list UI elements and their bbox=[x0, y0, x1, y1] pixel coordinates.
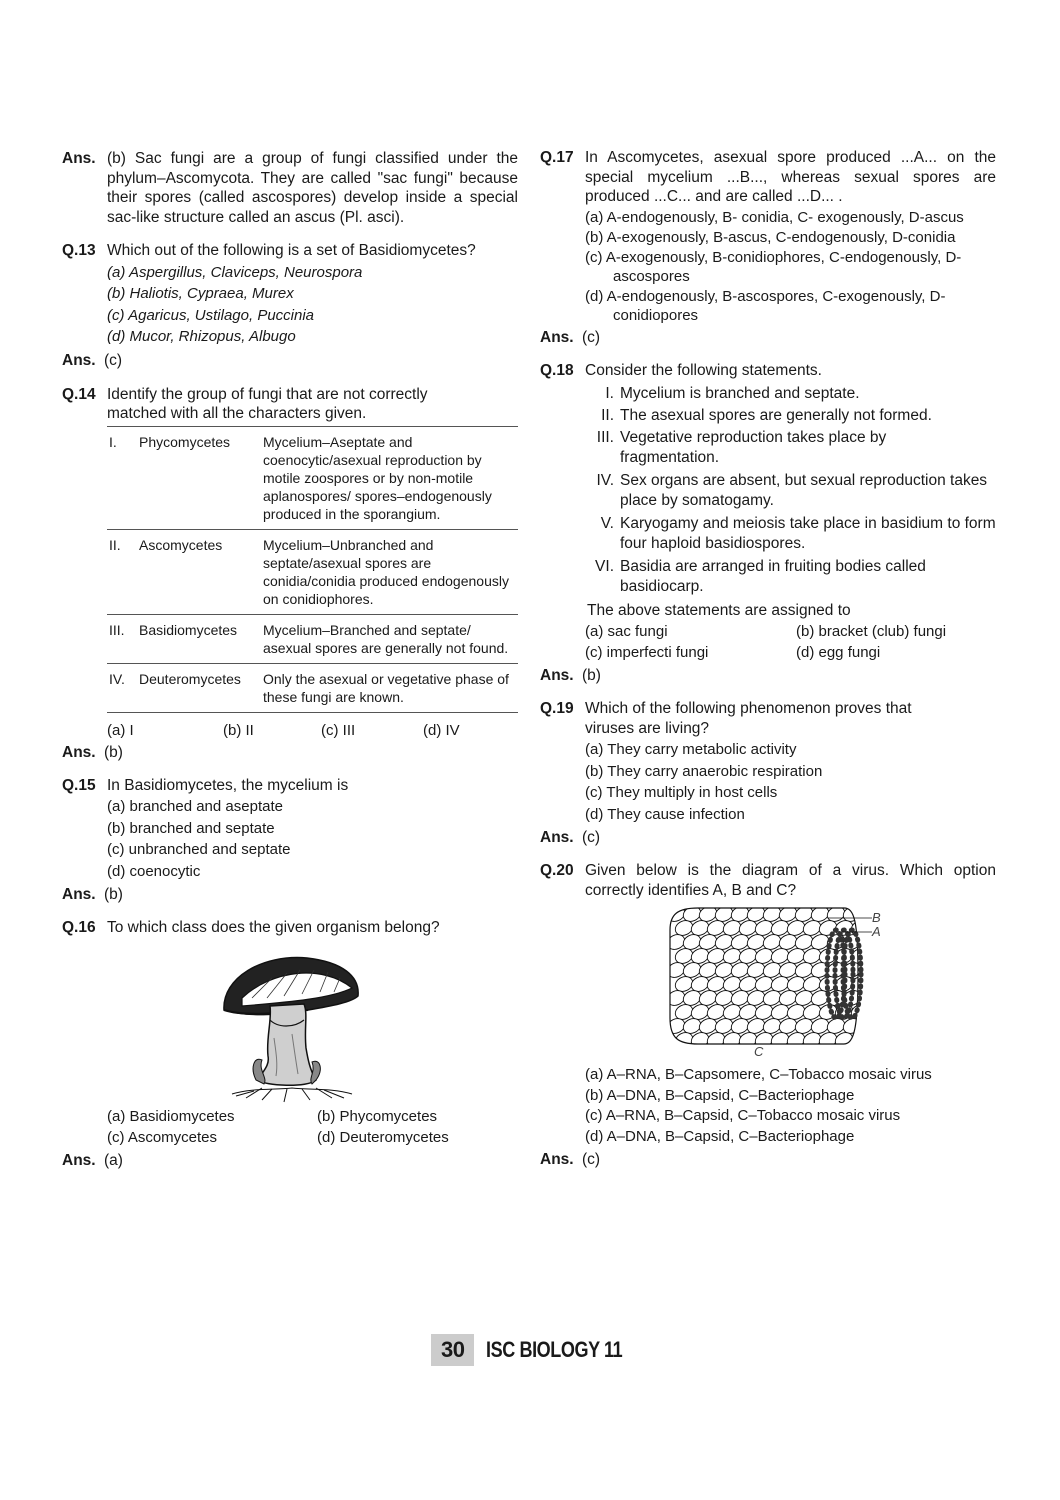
answer-label: Ans. bbox=[62, 351, 96, 369]
statement-number: V. bbox=[600, 515, 614, 532]
statement-number: II. bbox=[601, 406, 614, 424]
options-list bbox=[107, 262, 518, 348]
right-column bbox=[540, 148, 996, 1170]
label-c: C bbox=[754, 1044, 764, 1059]
options-list bbox=[585, 1065, 996, 1147]
statement bbox=[585, 557, 996, 597]
statement-text: Mycelium is branched and septate. bbox=[620, 385, 860, 402]
answer-value: (c) bbox=[582, 1151, 601, 1168]
statement-number: III. bbox=[596, 429, 614, 446]
book-title: ISC BIOLOGY 11 bbox=[486, 1337, 623, 1362]
option-a: (a) branched and aseptate bbox=[107, 798, 283, 815]
statement-text: The asexual spores are generally not formed. bbox=[620, 406, 932, 424]
statement bbox=[585, 383, 996, 405]
question-number: Q.16 bbox=[62, 919, 96, 936]
answer-text: (b) Sac fungi are a group of fungi classified under the phylum–Ascomycota. They are called "sac fungi" because their spores (called ascospores) develop inside a special sac-like structure called an ascus (Pl. asci). bbox=[107, 150, 518, 226]
answer-value: (c) bbox=[104, 351, 123, 369]
answer-q17 bbox=[540, 328, 996, 348]
question-18 bbox=[540, 361, 996, 687]
option-b: (b) A–DNA, B–Capsid, C–Bacteriophage bbox=[585, 1086, 855, 1104]
statement-number: I. bbox=[605, 385, 614, 402]
row-number: II. bbox=[109, 536, 121, 553]
statement-text: Karyogamy and meiosis take place in basidium to form four haploid basidiospores. bbox=[620, 515, 996, 552]
question-text: To which class does the given organism belong? bbox=[107, 919, 440, 936]
option-d: (d) IV bbox=[423, 721, 460, 739]
answer-q15 bbox=[62, 885, 518, 905]
question-number: Q.15 bbox=[62, 776, 96, 794]
question-number: Q.20 bbox=[540, 862, 574, 879]
row-number: III. bbox=[109, 621, 125, 638]
option-a: (a) I bbox=[107, 721, 134, 739]
option-b: (b) bracket (club) fungi bbox=[796, 623, 947, 640]
match-table bbox=[107, 426, 518, 713]
row-description: Mycelium–Unbranched and septate/asexual spores are conidia/conidia produced endogenously on conidiophores. bbox=[263, 536, 509, 607]
option-d: (d) egg fungi bbox=[796, 644, 881, 661]
option-a: (a) Basidiomycetes bbox=[107, 1107, 235, 1125]
answer-q19 bbox=[540, 828, 996, 848]
answer-q13 bbox=[62, 351, 518, 371]
label-b: B bbox=[872, 910, 881, 925]
options-list bbox=[585, 208, 996, 325]
question-number: Q.18 bbox=[540, 361, 574, 379]
answer-label: Ans. bbox=[540, 328, 574, 346]
answer-value: (c) bbox=[582, 829, 601, 846]
table-row bbox=[107, 426, 518, 529]
row-description: Mycelium–Aseptate and coenocytic/asexual reproduction by motile zoospores or by non-motile aplanospores/ spores–endogenously produced in the sporangium. bbox=[263, 433, 492, 522]
option-d: (d) They cause infection bbox=[585, 805, 745, 823]
options-list bbox=[585, 739, 996, 825]
question-text: Which of the following phenomenon proves that viruses are living? bbox=[585, 700, 912, 737]
row-description: Only the asexual or vegetative phase of these fungi are known. bbox=[263, 670, 509, 705]
question-number: Q.14 bbox=[62, 385, 96, 403]
option-a: (a) They carry metabolic activity bbox=[585, 741, 797, 758]
virus-diagram bbox=[658, 906, 888, 1061]
table-row bbox=[107, 614, 518, 663]
option-b: (b) A-exogenously, B-ascus, C-endogenously, D-conidia bbox=[585, 228, 956, 246]
option-c: (c) A-exogenously, B-conidiophores, C-endogenously, D-ascospores bbox=[585, 248, 962, 285]
row-name: Deuteromycetes bbox=[139, 670, 241, 687]
option-c: (c) imperfecti fungi bbox=[585, 644, 709, 661]
question-text: In Basidiomycetes, the mycelium is bbox=[107, 776, 349, 794]
answer-value: (b) bbox=[104, 886, 123, 903]
answer-label: Ans. bbox=[62, 886, 96, 903]
statement-text: Vegetative reproduction takes place by fragmentation. bbox=[620, 429, 887, 466]
page-footer bbox=[431, 1334, 653, 1366]
option-a: (a) sac fungi bbox=[585, 623, 668, 640]
question-17 bbox=[540, 148, 996, 348]
option-d: (d) coenocytic bbox=[107, 862, 201, 880]
statement-text: Sex organs are absent, but sexual reproduction takes place by somatogamy. bbox=[620, 472, 988, 509]
row-description: Mycelium–Branched and septate/ asexual spores are generally not found. bbox=[263, 621, 509, 656]
question-16 bbox=[62, 918, 518, 1171]
page-number: 30 bbox=[431, 1334, 474, 1366]
tmv-drawing bbox=[658, 906, 888, 1061]
answer-label: Ans. bbox=[62, 150, 96, 167]
options-grid bbox=[585, 621, 996, 663]
table-row bbox=[107, 529, 518, 614]
question-15 bbox=[62, 776, 518, 906]
answer-label: Ans. bbox=[62, 1151, 96, 1169]
answer-q18 bbox=[540, 666, 996, 686]
options-list bbox=[107, 796, 518, 882]
label-a: A bbox=[872, 924, 881, 939]
question-text: Which out of the following is a set of Basidiomycetes? bbox=[107, 242, 476, 259]
option-d: (d) A-endogenously, B-ascospores, C-exogenously, D-conidiopores bbox=[585, 287, 946, 324]
statement bbox=[585, 405, 996, 427]
row-number: I. bbox=[109, 433, 117, 450]
question-number: Q.19 bbox=[540, 700, 574, 717]
option-d: (d) A–DNA, B–Capsid, C–Bacteriophage bbox=[585, 1127, 855, 1145]
question-number: Q.13 bbox=[62, 242, 96, 259]
answer-value: (a) bbox=[104, 1151, 123, 1169]
statement bbox=[585, 428, 996, 468]
question-13 bbox=[62, 241, 518, 371]
row-name: Ascomycetes bbox=[139, 536, 223, 553]
answer-value: (b) bbox=[582, 667, 601, 684]
question-text: In Ascomycetes, asexual spore produced ...A... on the special mycelium ...B..., whereas sexual spores are produced ...C... and are called ...D... . bbox=[585, 149, 996, 205]
option-b: (b) They carry anaerobic respiration bbox=[585, 762, 823, 780]
answer-label: Ans. bbox=[62, 743, 96, 761]
answer-q14 bbox=[62, 743, 518, 763]
mushroom-illustration bbox=[212, 948, 372, 1108]
answer-q16 bbox=[62, 1151, 518, 1171]
option-c: (c) A–RNA, B–Capsid, C–Tobacco mosaic virus bbox=[585, 1107, 901, 1124]
option-b: (b) branched and septate bbox=[107, 819, 275, 837]
row-number: IV. bbox=[109, 670, 125, 687]
option-c: (c) Ascomycetes bbox=[107, 1128, 218, 1146]
statement bbox=[585, 471, 996, 511]
option-a: (a) A-endogenously, B- conidia, C- exogenously, D-ascus bbox=[585, 208, 964, 226]
row-name: Phycomycetes bbox=[139, 433, 231, 450]
option-d: (d) Deuteromycetes bbox=[317, 1128, 449, 1146]
option-d: (d) Mucor, Rhizopus, Albugo bbox=[107, 328, 296, 345]
statement bbox=[585, 514, 996, 554]
options-grid bbox=[107, 1106, 518, 1148]
question-text: Identify the group of fungi that are not correctly matched with all the characters given. bbox=[107, 385, 428, 422]
option-b: (b) Haliotis, Cypraea, Murex bbox=[107, 285, 294, 302]
question-text: Consider the following statements. bbox=[585, 361, 822, 379]
question-19 bbox=[540, 699, 996, 848]
table-row bbox=[107, 663, 518, 712]
row-name: Basidiomycetes bbox=[139, 621, 238, 638]
option-a: (a) Aspergillus, Claviceps, Neurospora bbox=[107, 263, 363, 281]
answer-q20 bbox=[540, 1150, 996, 1170]
assigned-text: The above statements are assigned to bbox=[587, 602, 851, 619]
answer-q12 bbox=[62, 149, 518, 227]
options-row bbox=[107, 721, 518, 741]
question-text: Given below is the diagram of a virus. Which option correctly identifies A, B and C? bbox=[585, 862, 996, 899]
question-14 bbox=[62, 385, 518, 763]
option-c: (c) III bbox=[321, 721, 356, 739]
question-number: Q.17 bbox=[540, 149, 574, 166]
option-b: (b) Phycomycetes bbox=[317, 1107, 438, 1125]
answer-value: (c) bbox=[582, 328, 601, 346]
statement-number: IV. bbox=[596, 472, 614, 489]
question-20 bbox=[540, 861, 996, 1170]
option-c: (c) unbranched and septate bbox=[107, 841, 291, 858]
option-c: (c) Agaricus, Ustilago, Puccinia bbox=[107, 306, 315, 324]
left-column bbox=[62, 146, 518, 1171]
answer-label: Ans. bbox=[540, 1151, 574, 1168]
statement-number: VI. bbox=[595, 558, 614, 575]
statement-text: Basidia are arranged in fruiting bodies called basidiocarp. bbox=[620, 558, 926, 595]
answer-label: Ans. bbox=[540, 667, 574, 684]
option-c: (c) They multiply in host cells bbox=[585, 784, 778, 801]
answer-label: Ans. bbox=[540, 829, 574, 846]
option-b: (b) II bbox=[223, 721, 254, 739]
option-a: (a) A–RNA, B–Capsomere, C–Tobacco mosaic virus bbox=[585, 1066, 932, 1083]
answer-value: (b) bbox=[104, 743, 123, 761]
statements-list bbox=[585, 383, 996, 597]
